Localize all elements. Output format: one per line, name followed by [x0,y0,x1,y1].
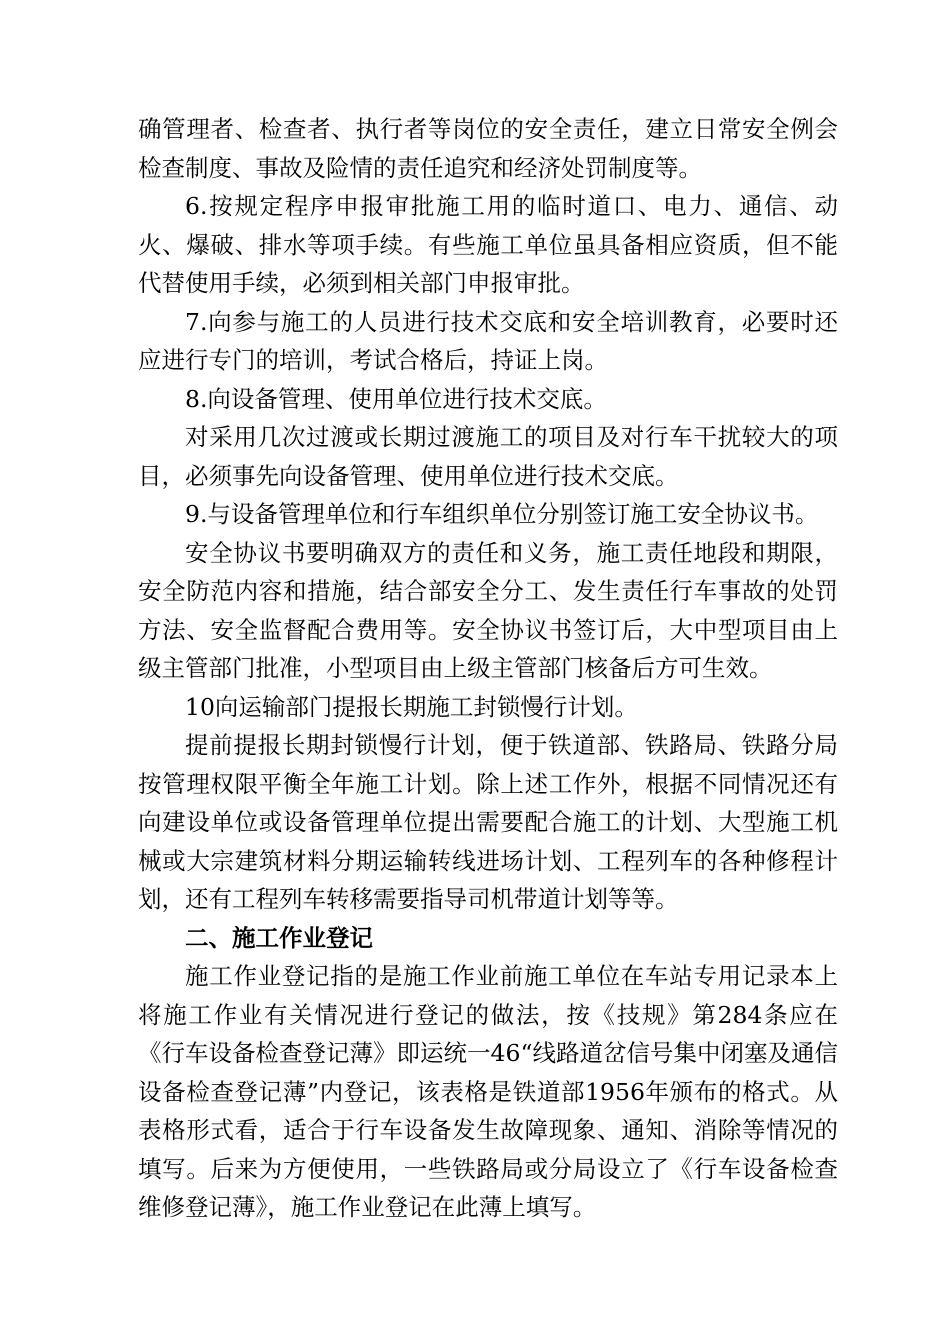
paragraph-section-body: 施工作业登记指的是施工作业前施工单位在车站专用记录本上将施工作业有关情况进行登记的做法，按《技规》第284条应在《行车设备检查登记薄》即运统一46“线路道岔信号集中闭塞及通信设备检查登记薄”内登记，该表格是铁道部1956年颁布的格式。从表格形式看，适合于行车设备发生故障现象、通知、消除等情况的填写。后来为方便使用，一些铁路局或分局设立了《行车设备检查维修登记薄》，施工作业登记在此薄上填写。 [138,962,838,1221]
paragraph-intro: 确管理者、检查者、执行者等岗位的安全责任，建立日常安全例会检查制度、事故及险情的责任追究和经济处罚制度等。 [138,115,838,182]
paragraph-item-10: 10向运输部门提报长期施工封锁慢行计划。 [185,692,638,721]
paragraph-item-8: 8.向设备管理、使用单位进行技术交底。 [185,384,607,413]
section-heading: 二、施工作业登记 [185,923,373,952]
paragraph-item-7: 7.向参与施工的人员进行技术交底和安全培训教育，必要时还应进行专门的培训，考试合格后，持证上岗。 [138,307,838,374]
paragraph-item-6: 6.按规定程序申报审批施工用的临时道口、电力、通信、动火、爆破、排水等项手续。有些施工单位虽具备相应资质，但不能代替使用手续，必须到相关部门申报审批。 [138,192,838,297]
paragraph-item-9: 9.与设备管理单位和行车组织单位分别签订施工安全协议书。 [185,500,819,528]
paragraph-item-9-detail: 安全协议书要明确双方的责任和义务，施工责任地段和期限，安全防范内容和措施，结合部安全分工、发生责任行车事故的处罚方法、安全监督配合费用等。安全协议书签订后，大中型项目由上级主管部门批准，小型项目由上级主管部门核备后方可生效。 [138,538,838,682]
paragraph-item-8-detail: 对采用几次过渡或长期过渡施工的项目及对行车干扰较大的项目，必须事先向设备管理、使用单位进行技术交底。 [138,423,838,490]
paragraph-item-10-detail: 提前提报长期封锁慢行计划，便于铁道部、铁路局、铁路分局按管理权限平衡全年施工计划。除上述工作外，根据不同情况还有向建设单位或设备管理单位提出需要配合施工的计划、大型施工机械或大宗建筑材料分期运输转线进场计划、工程列车的各种修程计划，还有工程列车转移需要指导司机带道计划等等。 [138,731,838,913]
document-page [138,110,838,1227]
